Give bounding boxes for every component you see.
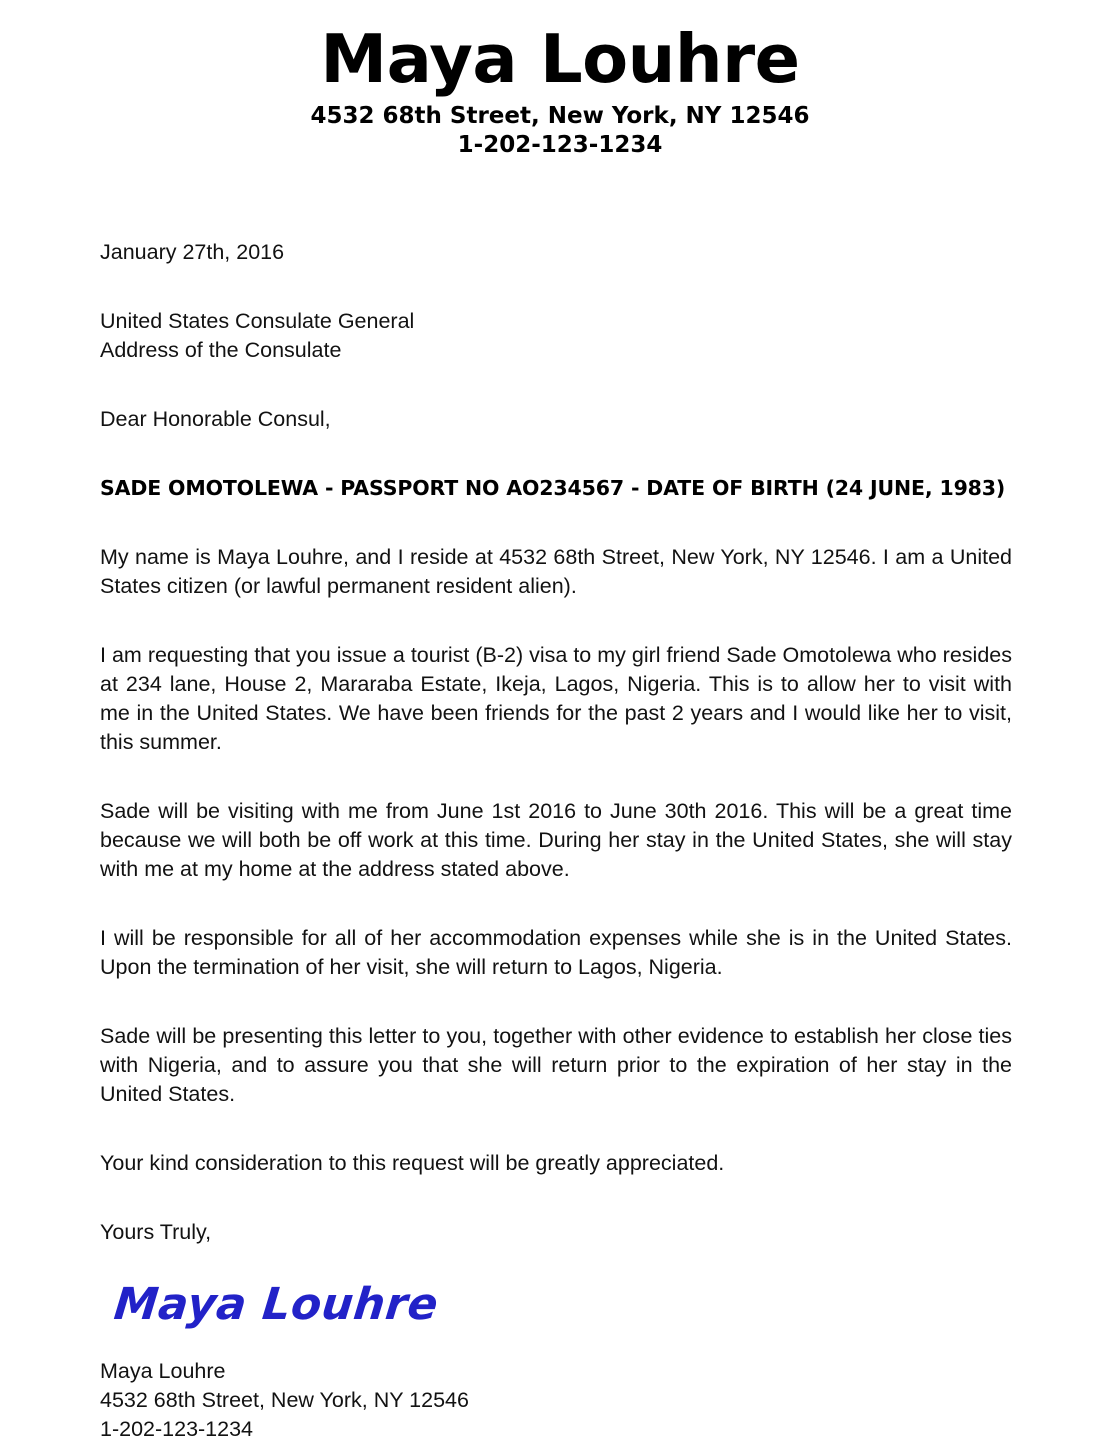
letterhead-address: 4532 68th Street, New York, NY 12546 [310,103,810,129]
letter-date: January 27th, 2016 [100,240,285,264]
recipient-organization: United States Consulate General [100,309,415,333]
recipient-address: Address of the Consulate [100,338,342,362]
letterhead-name: Maya Louhre [320,20,800,98]
closing-salutation: Yours Truly, [100,1220,212,1244]
subject-line: SADE OMOTOLEWA - PASSPORT NO AO234567 - DATE OF BIRTH (24 JUNE, 1983) [100,476,1006,500]
body-paragraph-4: I will be responsible for all of her accommodation expenses while she is in the United States. Upon the termination of her visit, she will return to Lagos, Nigeria. [100,926,1012,979]
signer-address: 4532 68th Street, New York, NY 12546 [100,1388,469,1412]
recipient-block [100,307,1012,365]
signature-area [100,1279,1012,1330]
body-paragraph-1: My name is Maya Louhre, and I reside at 4532 68th Street, New York, NY 12546. I am a United States citizen (or lawful permanent resident alien). [100,545,1012,598]
salutation: Dear Honorable Consul, [100,407,331,431]
handwritten-signature: Maya Louhre [111,1279,441,1330]
letterhead-phone: 1-202-123-1234 [457,132,663,159]
body-paragraph-6: Your kind consideration to this request will be greatly appreciated. [100,1151,725,1175]
letterhead [0,0,1120,161]
salutation-block [100,405,1012,434]
signer-block [100,1357,1012,1444]
body-paragraph-3: Sade will be visiting with me from June 1st 2016 to June 30th 2016. This will be a great time because we will both be off work at this time. During her stay in the United States, she will stay with me at my home at the address stated above. [100,799,1012,881]
body-paragraph-5: Sade will be presenting this letter to you, together with other evidence to establish her close ties with Nigeria, and to assure you that she will return prior to the expiration of her stay in the United States. [100,1024,1012,1106]
closing-salutation-block [100,1218,1012,1247]
body-paragraph-2: I am requesting that you issue a tourist (B-2) visa to my girl friend Sade Omotolewa who resides at 234 lane, House 2, Mararaba Estate, Ikeja, Lagos, Nigeria. This is to allow her to visit with me in the United States. We have been friends for the past 2 years and I would like her to visit, this summer. [100,643,1012,754]
date-block [100,238,1012,267]
signer-phone: 1-202-123-1234 [100,1417,254,1441]
letter-body [100,238,1012,1444]
signer-name: Maya Louhre [100,1359,226,1383]
